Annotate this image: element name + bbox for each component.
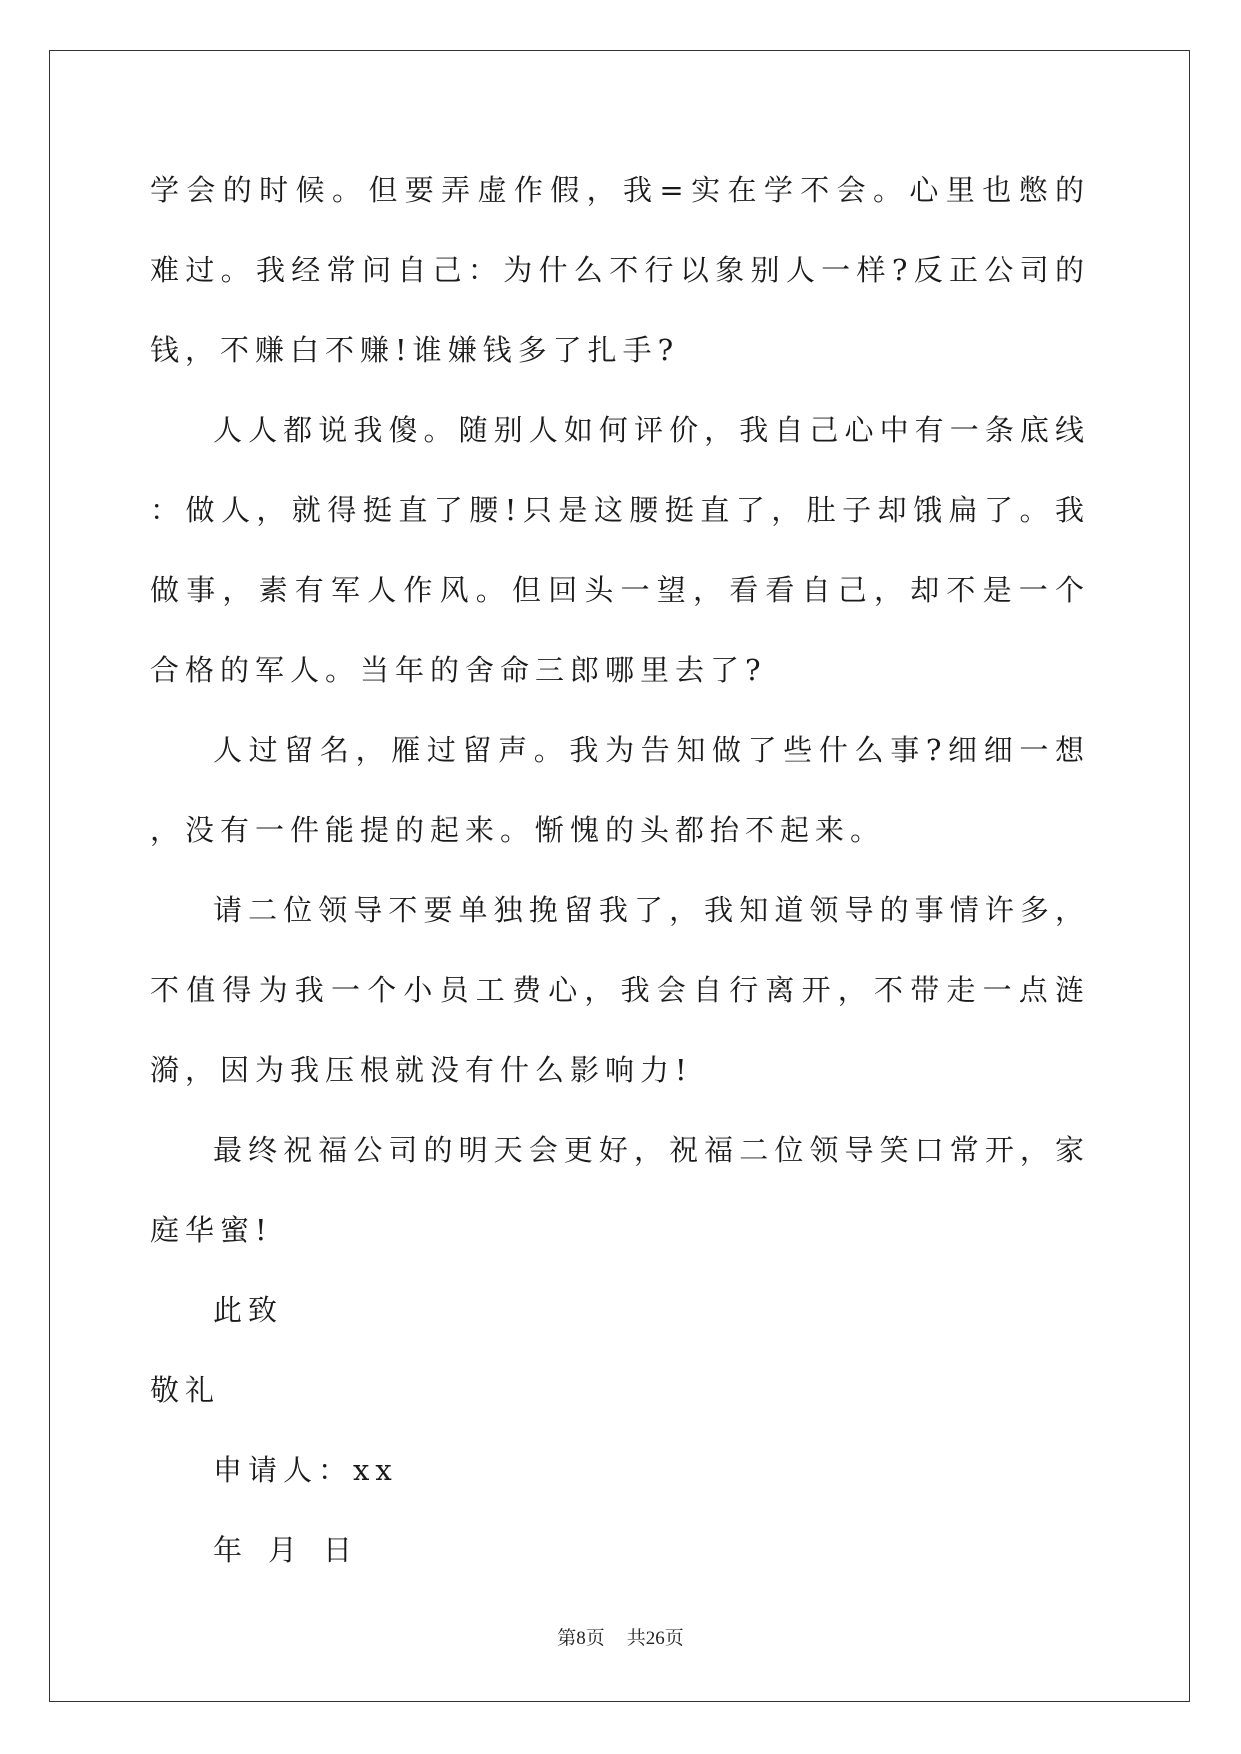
paragraph-1: 学会的时候。但要弄虚作假，我=实在学不会。心里也憋的难过。我经常问自己：为什么不行以象别人一样?反正公司的钱，不赚白不赚!谁嫌钱多了扎手? — [150, 173, 1090, 367]
paragraph-3: 人过留名，雁过留声。我为告知做了些什么事?细细一想，没有一件能提的起来。惭愧的头都抬不起来。 — [150, 733, 1090, 847]
date-day: 日 — [323, 1533, 359, 1567]
page-number-current: 第8页 — [557, 1628, 605, 1649]
paragraph-5: 最终祝福公司的明天会更好，祝福二位领导笑口常开，家庭华蜜! — [150, 1133, 1090, 1247]
date-month: 月 — [268, 1533, 304, 1567]
closing-line: 此致 — [213, 1293, 284, 1327]
page-footer — [0, 1626, 1241, 1652]
page-number-total: 共26页 — [626, 1628, 684, 1649]
date-year: 年 — [213, 1533, 249, 1567]
date-line — [150, 1510, 1090, 1590]
document-body — [150, 150, 1090, 1590]
salutation-line: 敬礼 — [150, 1373, 221, 1407]
paragraph-4: 请二位领导不要单独挽留我了，我知道领导的事情许多，不值得为我一个小员工费心，我会自行离开，不带走一点涟漪，因为我压根就没有什么影响力! — [150, 893, 1090, 1087]
applicant-line: 申请人：xx — [213, 1453, 398, 1487]
paragraph-2: 人人都说我傻。随别人如何评价，我自己心中有一条底线：做人，就得挺直了腰!只是这腰挺直了，肚子却饿扁了。我做事，素有军人作风。但回头一望，看看自己，却不是一个合格的军人。当年的舍命三郎哪里去了? — [150, 413, 1090, 687]
